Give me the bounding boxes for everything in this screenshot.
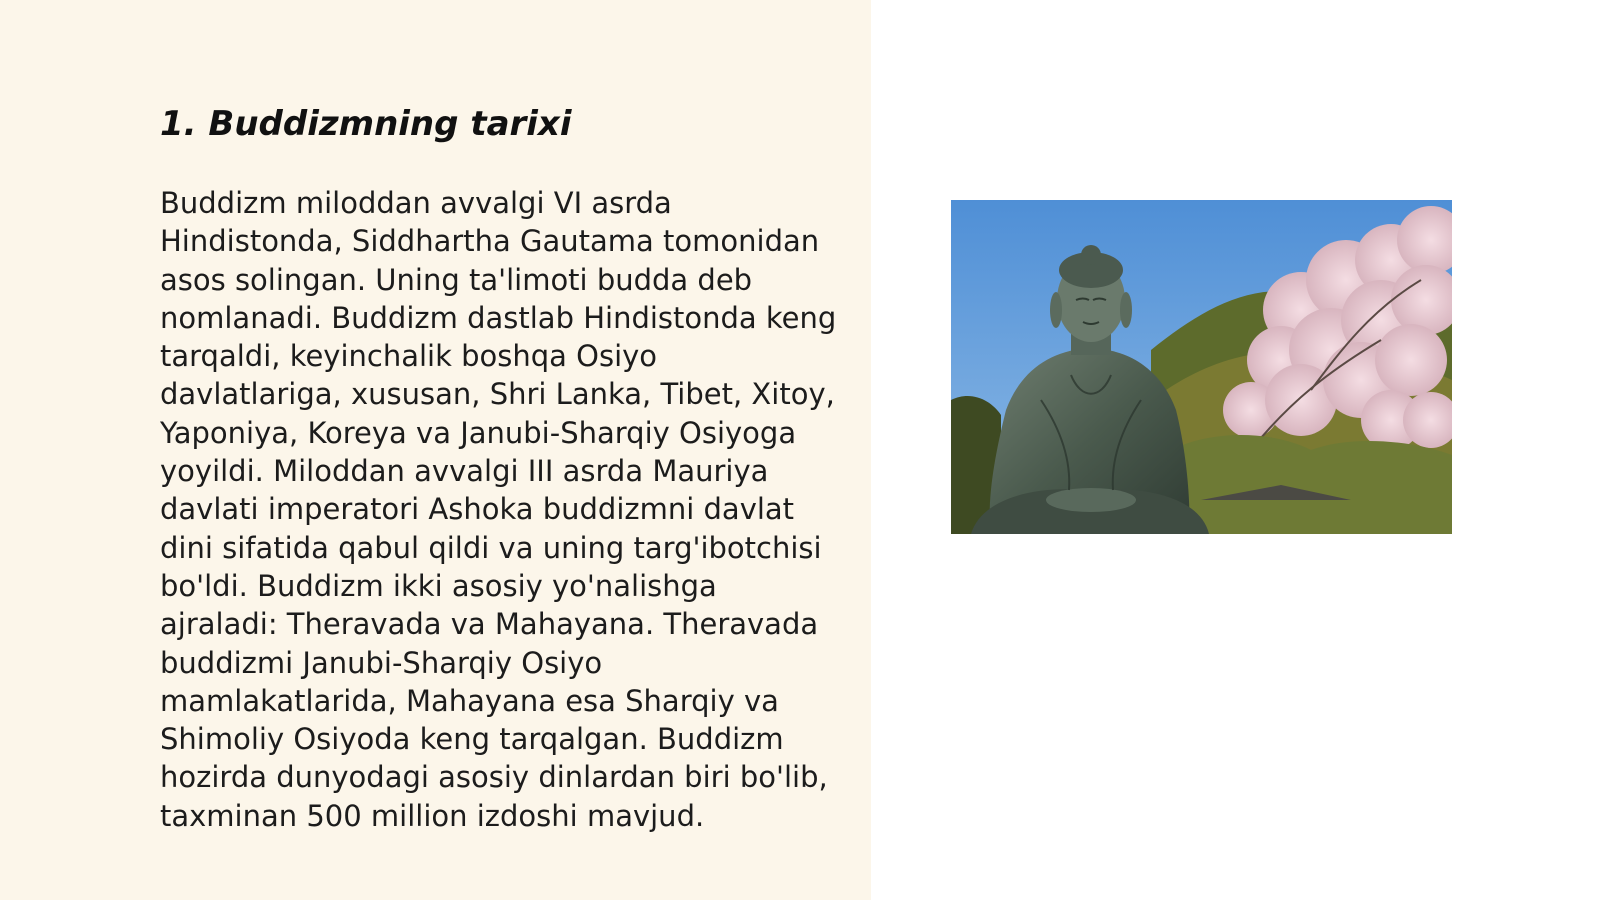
body-paragraph: Buddizm miloddan avvalgi VI asrda Hindistonda, Siddhartha Gautama tomonidan asos solingan. Uning ta'limoti budda deb nomlanadi. Buddizm dastlab Hindistonda keng tarqaldi, keyinchalik boshqa Osiyo davlatlariga, xususan, Shri Lanka, Tibet, Xitoy, Yaponiya, Koreya va Janubi-Sharqiy Osiyoga yoyildi. Miloddan avvalgi III asrda Mauriya davlati imperatori Ashoka buddizmni davlat dini sifatida qabul qildi va uning targ'ibotchisi bo'ldi. Buddizm ikki asosiy yo'nalishga ajraladi: Theravada va Mahayana. Theravada buddizmi Janubi-Sharqiy Osiyo mamlakatlarida, Mahayana esa Sharqiy va Shimoliy Osiyoda keng tarqalgan. Buddizm hozirda dunyodagi asosiy dinlardan biri bo'lib, taxminan 500 million izdoshi mavjud. [160, 186, 837, 833]
buddha-statue-image [951, 200, 1452, 534]
slide-title: 1. Buddizmning tarixi [160, 104, 572, 144]
buddha-photo [951, 200, 1452, 534]
